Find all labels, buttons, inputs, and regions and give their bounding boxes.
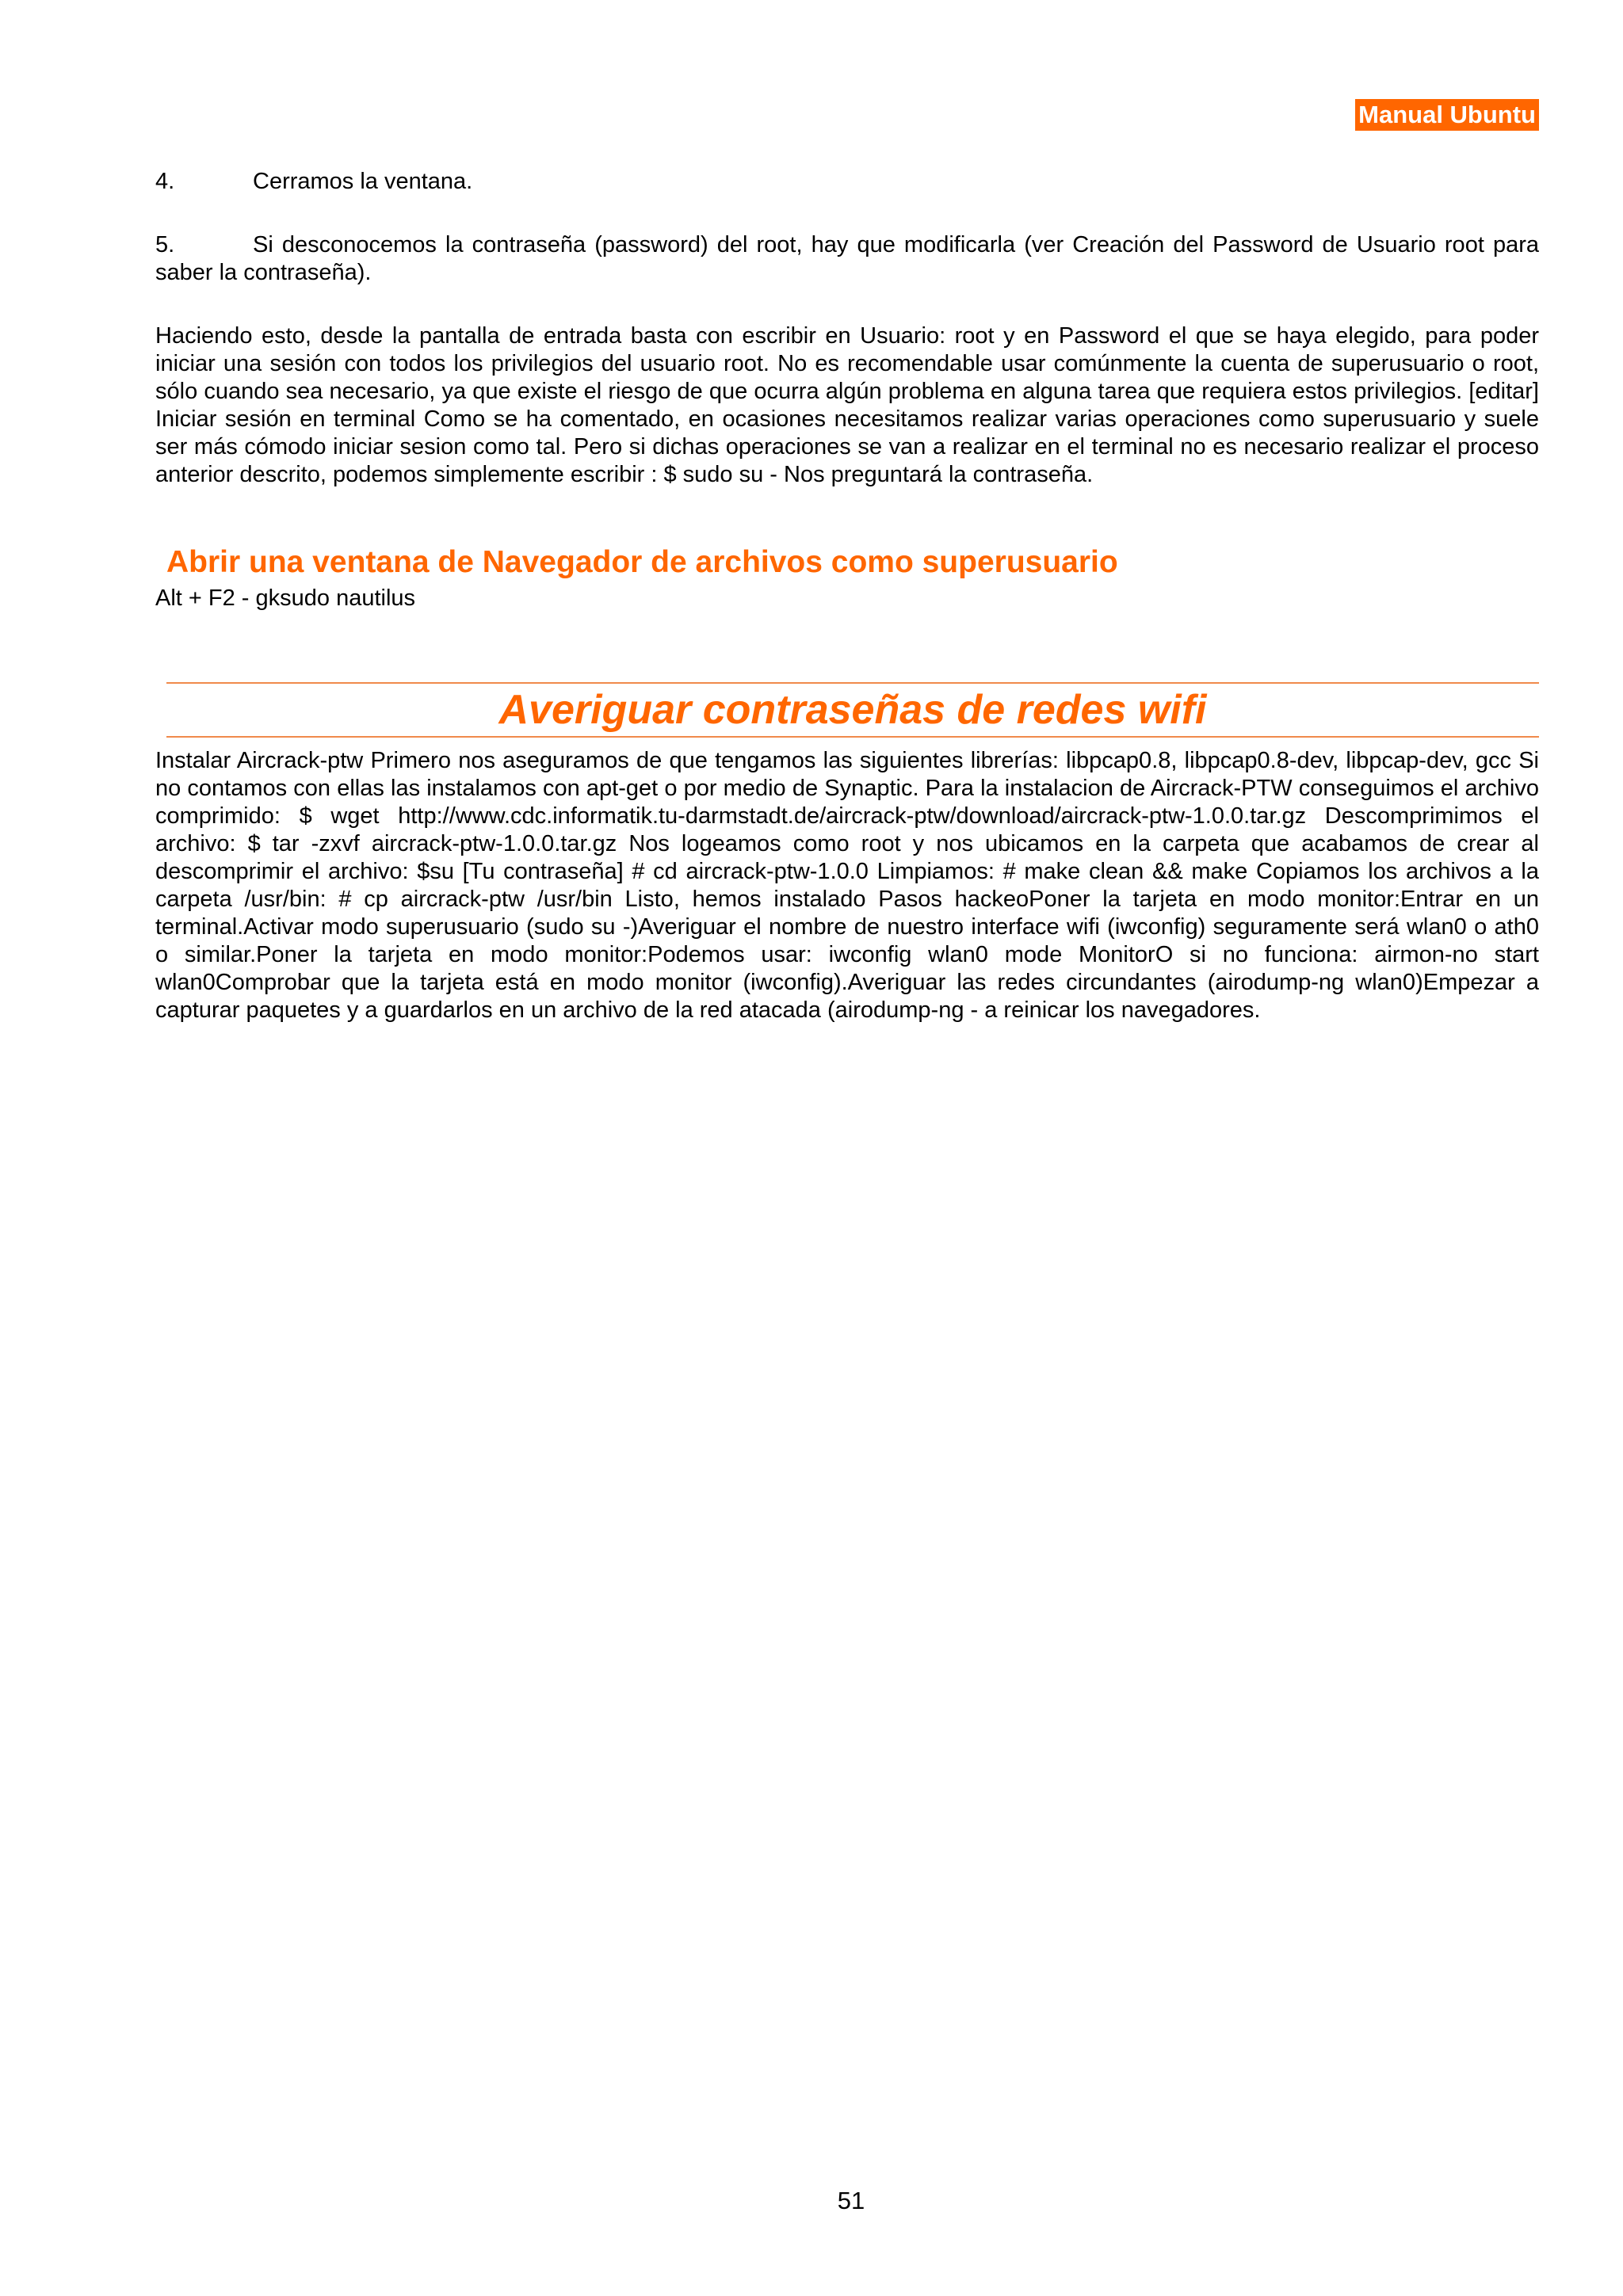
- list-item-5: [155, 231, 1539, 287]
- heading-rule-bottom: [166, 736, 1539, 738]
- paragraph-root-login: Haciendo esto, desde la pantalla de entrada basta con escribir en Usuario: root y en Password el que se haya elegido, para poder iniciar una sesión con todos los privilegios del usuario root. No es recomendable usar comúnmente la cuenta de superusuario o root, sólo cuando sea necesario, ya que existe el riesgo de que ocurra algún problema en alguna tarea que requiera estos privilegios. [editar] Iniciar sesión en terminal Como se ha comentado, en ocasiones necesitamos realizar varias operaciones como superusuario y suele ser más cómodo iniciar sesion como tal. Pero si dichas operaciones se van a realizar en el terminal no es necesario realizar el proceso anterior descrito, podemos simplemente escribir : $ sudo su - Nos preguntará la contraseña.: [155, 323, 1539, 487]
- section-heading-file-browser: Abrir una ventana de Navegador de archivos como superusuario: [166, 545, 1118, 579]
- section-heading-wifi: Averiguar contraseñas de redes wifi: [498, 687, 1207, 733]
- list-item-number: 4.: [155, 169, 175, 194]
- section-text-wifi: Instalar Aircrack-ptw Primero nos aseguramos de que tengamos las siguientes librerías: libpcap0.8, libpcap0.8-dev, libpcap-dev, gcc Si no contamos con ellas las instalamos con apt-get o por medio de Synaptic. Para la instalacion de Aircrack-PTW conseguimos el archivo comprimido: $ wget http://www.cdc.informatik.tu-darmstadt.de/aircrack-ptw/download/aircrack-ptw-1.0.0.tar.gz Descomprimimos el archivo: $ tar -zxvf aircrack-ptw-1.0.0.tar.gz Nos logeamos como root y nos ubicamos en la carpeta que acabamos de crear al descomprimir el archivo: $su [Tu contraseña] # cd aircrack-ptw-1.0.0 Limpiamos: # make clean && make Copiamos los archivos a la carpeta /usr/bin: # cp aircrack-ptw /usr/bin Listo, hemos instalado Pasos hackeoPoner la tarjeta en modo monitor:Entrar en un terminal.Activar modo superusuario (sudo su -)Averiguar el nombre de nuestro interface wifi (iwconfig) seguramente será wlan0 o ath0 o similar.Poner la tarjeta en modo monitor:Podemos usar: iwconfig wlan0 mode MonitorO si no funciona: airmon-no start wlan0Comprobar que la tarjeta está en modo monitor (iwconfig).Averiguar las redes circundantes (airodump-ng wlan0)Empezar a capturar paquetes y a guardarlos en un archivo de la red atacada (airodump-ng - a reinicar los navegadores.: [155, 748, 1539, 1023]
- list-item-text: Cerramos la ventana.: [253, 169, 473, 194]
- list-item-text: Si desconocemos la contraseña (password) del root, hay que modificarla (ver Creación del Password de Usuario root para saber la contraseña).: [155, 232, 1539, 285]
- section-heading-wifi-block: [166, 682, 1539, 738]
- section-text-file-browser: Alt + F2 - gksudo nautilus: [155, 585, 416, 611]
- list-item-number: 5.: [155, 232, 175, 257]
- list-item-4: [155, 168, 1539, 196]
- manual-ubuntu-badge: Manual Ubuntu: [1355, 99, 1539, 131]
- page-number: 51: [837, 2187, 865, 2214]
- page-content: [155, 168, 1539, 1024]
